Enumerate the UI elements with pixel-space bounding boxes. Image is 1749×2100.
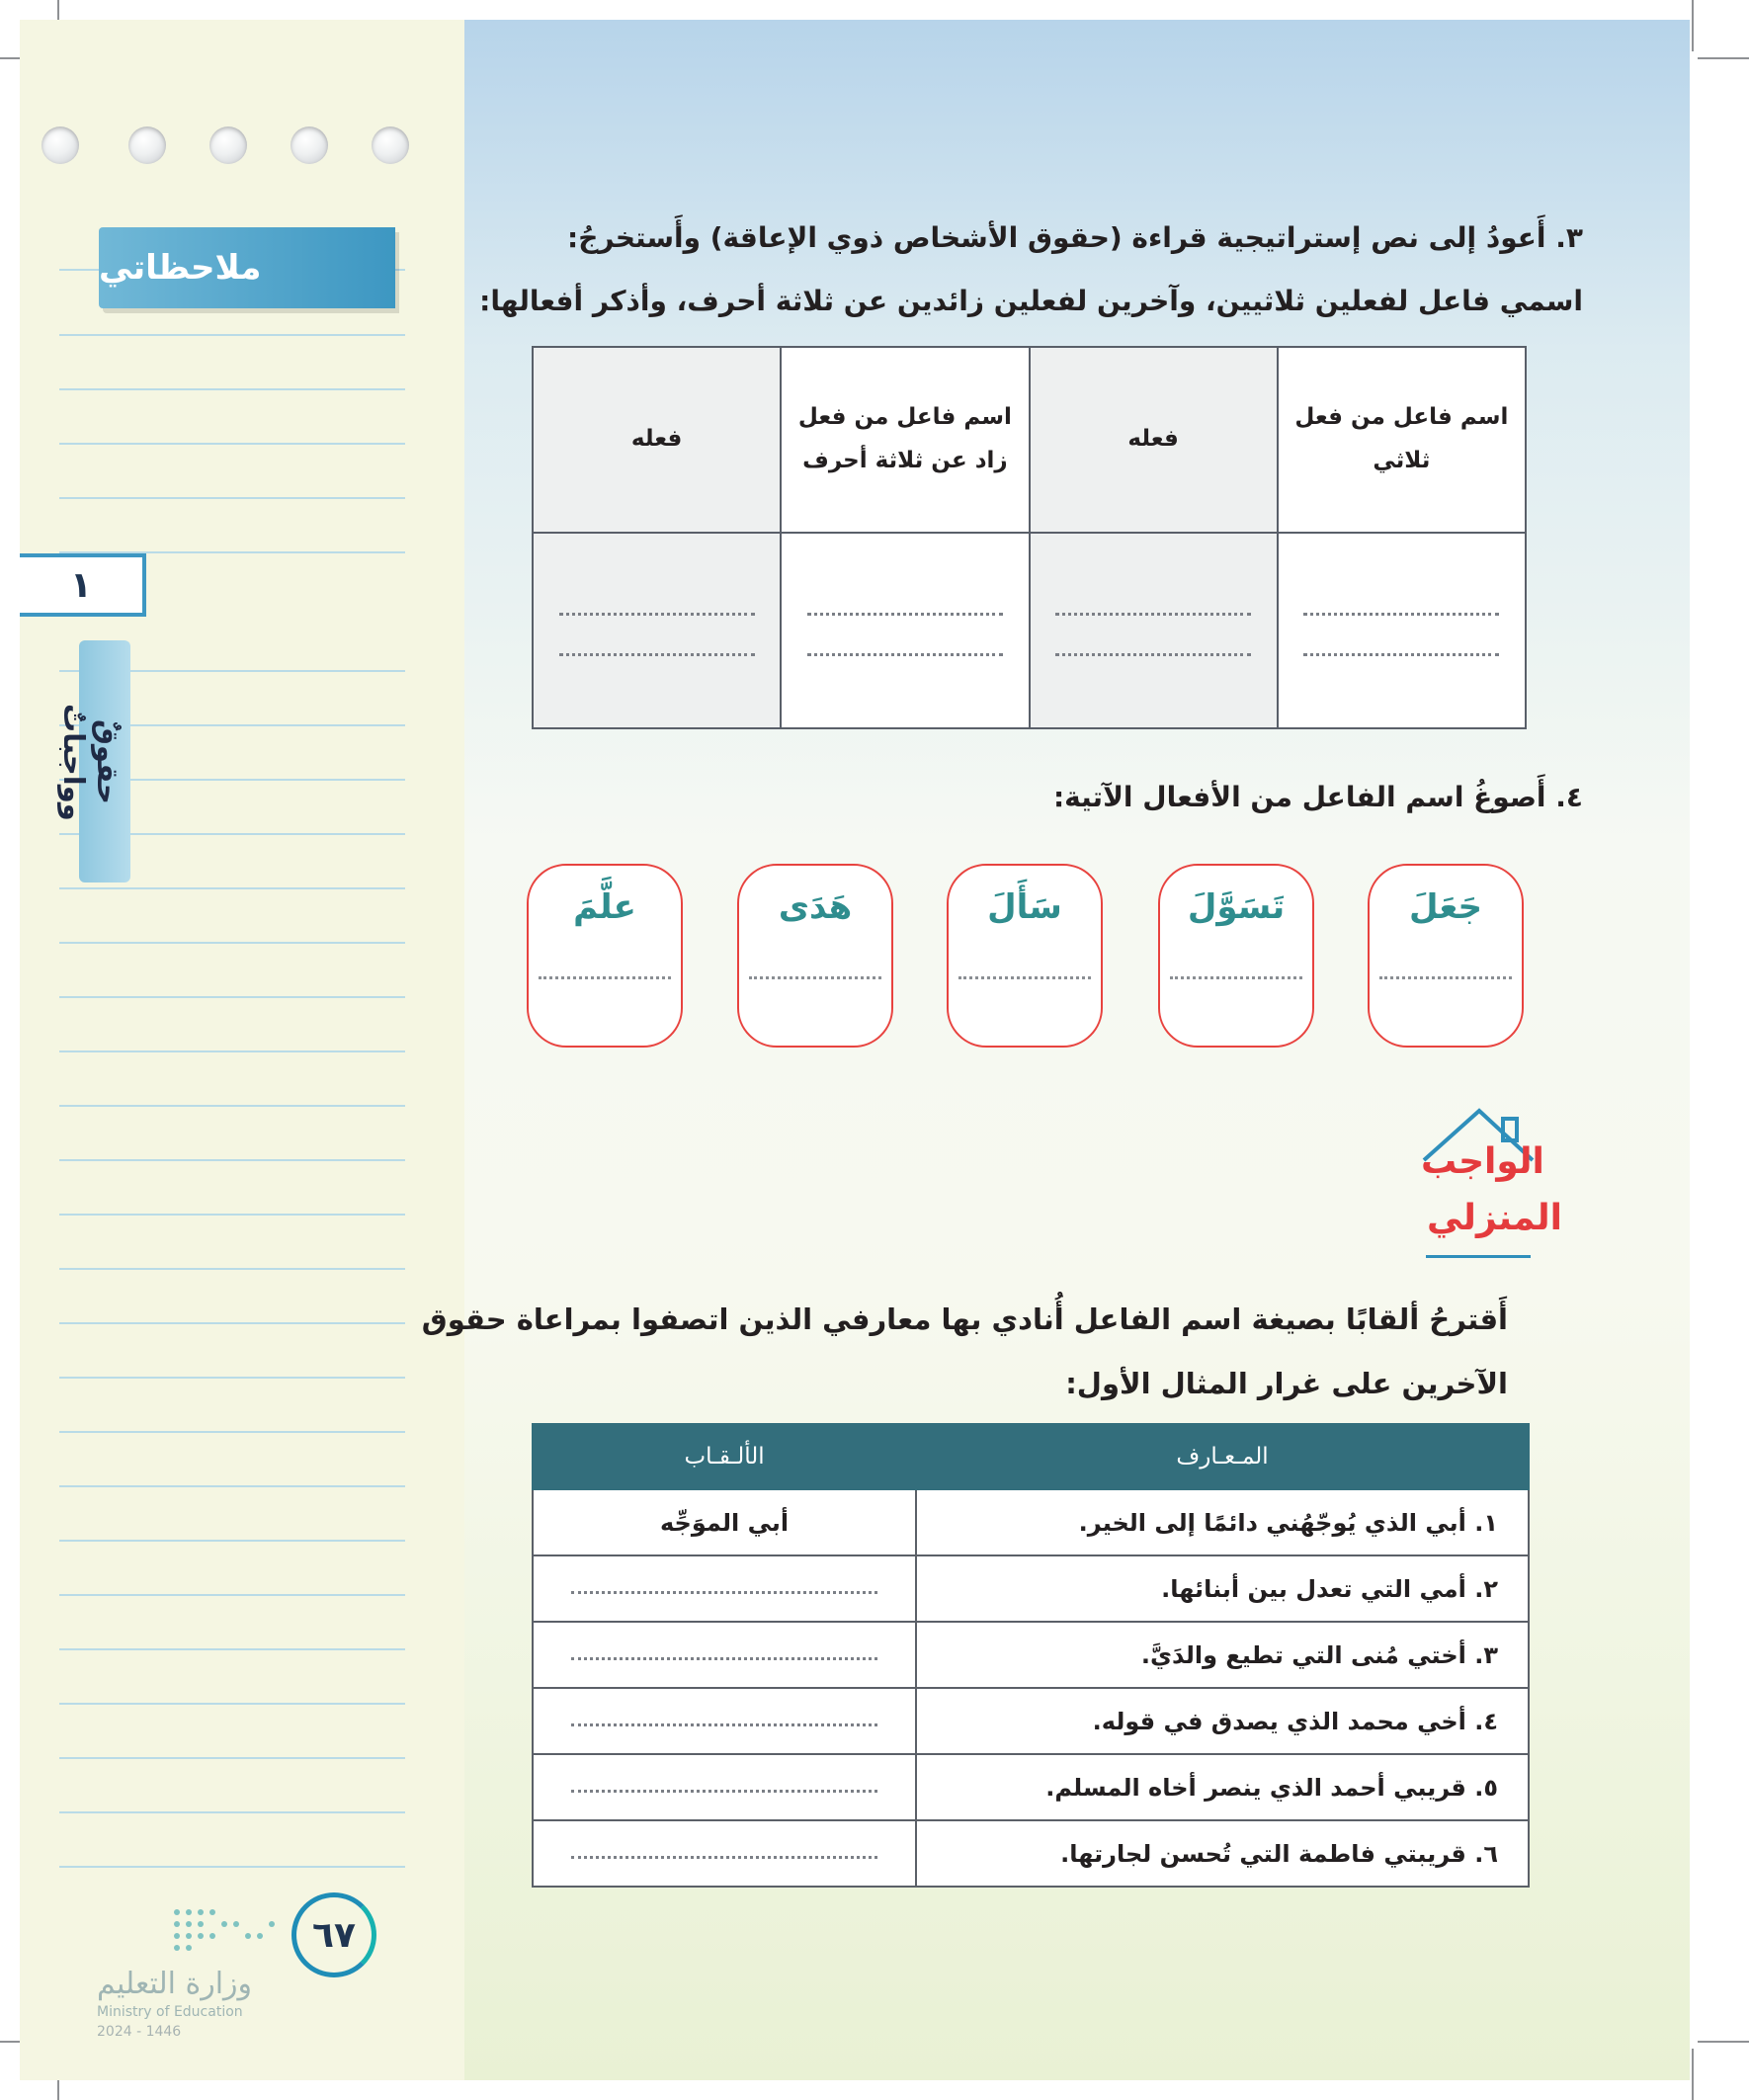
verb-bubble[interactable]: [737, 864, 893, 1048]
table-header: فعله: [1030, 347, 1278, 533]
table-header: اسم فاعل من فعل ثلاثي: [1278, 347, 1526, 533]
answer-cell[interactable]: [533, 1622, 916, 1688]
acquaintance: ٤. أخي محمد الذي يصدق في قوله.: [916, 1688, 1529, 1754]
exercise3-table: [532, 346, 1527, 729]
answer-line[interactable]: [749, 976, 881, 979]
notes-line: [59, 1322, 405, 1324]
notes-title: ملاحظاتي: [99, 227, 395, 308]
acquaintance: ٦. قريبتي فاطمة التي تُحسن لجارتها.: [916, 1820, 1529, 1887]
exercise4-title: ٤. أَصوغُ اسم الفاعل من الأفعال الآتية:: [1052, 781, 1583, 813]
notes-line: [59, 1377, 405, 1379]
title-answer: أبي الموَجِّه: [533, 1489, 916, 1555]
answer-line[interactable]: [1170, 976, 1302, 979]
answer-line[interactable]: [539, 976, 671, 979]
edition-year: 2024 - 1446: [97, 2024, 182, 2040]
unit-tab: [57, 640, 130, 882]
table-header: اسم فاعل من فعل زاد عن ثلاثة أحرف: [781, 347, 1029, 533]
homework-line2: الآخرين على غرار المثال الأول:: [1065, 1367, 1508, 1400]
verb-bubble[interactable]: [947, 864, 1103, 1048]
notes-line: [59, 1431, 405, 1433]
table-row: [533, 1555, 1529, 1622]
table-row: [533, 1489, 1529, 1555]
answer-cell[interactable]: [781, 533, 1029, 728]
exercise3-line2: اسمي فاعل لفعلين ثلاثيين، وآخرين لفعلين زائدين عن ثلاثة أحرف، وأذكر أفعالها:: [479, 285, 1583, 317]
answer-cell[interactable]: [533, 1820, 916, 1887]
verb-word: جَعَلَ: [1408, 887, 1483, 927]
page-number: ٦٧: [292, 1892, 376, 1977]
verb-word: تَسَوَّلَ: [1187, 887, 1286, 927]
notes-line: [59, 1105, 405, 1107]
verb-bubble[interactable]: [527, 864, 683, 1048]
binder-hole: [128, 126, 166, 164]
acquaintance: ٢. أمي التي تعدل بين أبنائها.: [916, 1555, 1529, 1622]
notes-line: [59, 1648, 405, 1650]
answer-line[interactable]: [958, 976, 1091, 979]
table-row: [533, 1622, 1529, 1688]
notes-line: [59, 996, 405, 998]
answer-cell[interactable]: [1278, 533, 1526, 728]
exercise3-line1: ٣. أَعودُ إلى نص إستراتيجية قراءة (حقوق الأشخاص ذوي الإعاقة) وأَستخرجُ:: [567, 221, 1583, 254]
answer-cell[interactable]: [1030, 533, 1278, 728]
verb-word: سَأَلَ: [987, 887, 1062, 927]
homework-line1: أَقترحُ ألقابًا بصيغة اسم الفاعل أُنادي بها معارفي الذين اتصفوا بمراعاة حقوق: [421, 1302, 1508, 1336]
titles-table: [532, 1423, 1530, 1888]
acquaintance: ١. أبي الذي يُوجّهُني دائمًا إلى الخير.: [916, 1489, 1529, 1555]
verb-bubble[interactable]: [1368, 864, 1524, 1048]
notes-line: [59, 388, 405, 390]
notes-line: [59, 443, 405, 445]
crop-mark: [1698, 2041, 1749, 2043]
answer-line[interactable]: [1379, 976, 1512, 979]
answer-cell[interactable]: [533, 1754, 916, 1820]
ministry-name-en: Ministry of Education: [97, 2004, 243, 2020]
notes-line: [59, 1268, 405, 1270]
notes-line: [59, 1214, 405, 1216]
notes-line: [59, 942, 405, 944]
column-header: الألـقـاب: [533, 1424, 916, 1489]
notes-line: [59, 1485, 405, 1487]
verb-word: هَدَى: [778, 887, 853, 927]
notes-line: [59, 1540, 405, 1542]
table-header: فعله: [533, 347, 781, 533]
notes-line: [59, 1703, 405, 1705]
notes-line: [59, 1050, 405, 1052]
table-row: [533, 1820, 1529, 1887]
notes-line: [59, 1594, 405, 1596]
crop-mark: [1692, 0, 1694, 51]
verb-bubble[interactable]: [1158, 864, 1314, 1048]
unit-title: حقوقٌ وواجباتٌ: [57, 703, 125, 821]
notes-line: [59, 497, 405, 499]
crop-mark: [1698, 57, 1749, 59]
binder-hole: [42, 126, 79, 164]
notes-line: [59, 1811, 405, 1813]
notes-line: [59, 887, 405, 889]
verb-word: علَّمَ: [573, 887, 636, 927]
notes-line: [59, 1757, 405, 1759]
acquaintance: ٣. أختي مُنى التي تطيع والدَيَّ.: [916, 1622, 1529, 1688]
notes-panel: [20, 20, 466, 2080]
table-row: [533, 1688, 1529, 1754]
column-header: المـعـارف: [916, 1424, 1529, 1489]
binder-hole: [209, 126, 247, 164]
answer-cell[interactable]: [533, 1688, 916, 1754]
crop-mark: [1692, 2049, 1694, 2100]
binder-hole: [372, 126, 409, 164]
binder-hole: [291, 126, 328, 164]
table-row: [533, 1754, 1529, 1820]
notes-line: [59, 1159, 405, 1161]
notes-line: [59, 334, 405, 336]
ministry-name-ar: وزارة التعليم: [97, 1967, 253, 2001]
answer-cell[interactable]: [533, 533, 781, 728]
homework-label: الواجب: [1421, 1141, 1544, 1182]
homework-label: المنزلي: [1427, 1198, 1563, 1238]
answer-cell[interactable]: [533, 1555, 916, 1622]
divider: [1426, 1255, 1531, 1258]
notes-line: [59, 1866, 405, 1868]
unit-number: ١: [20, 553, 146, 617]
acquaintance: ٥. قريبي أحمد الذي ينصر أخاه المسلم.: [916, 1754, 1529, 1820]
